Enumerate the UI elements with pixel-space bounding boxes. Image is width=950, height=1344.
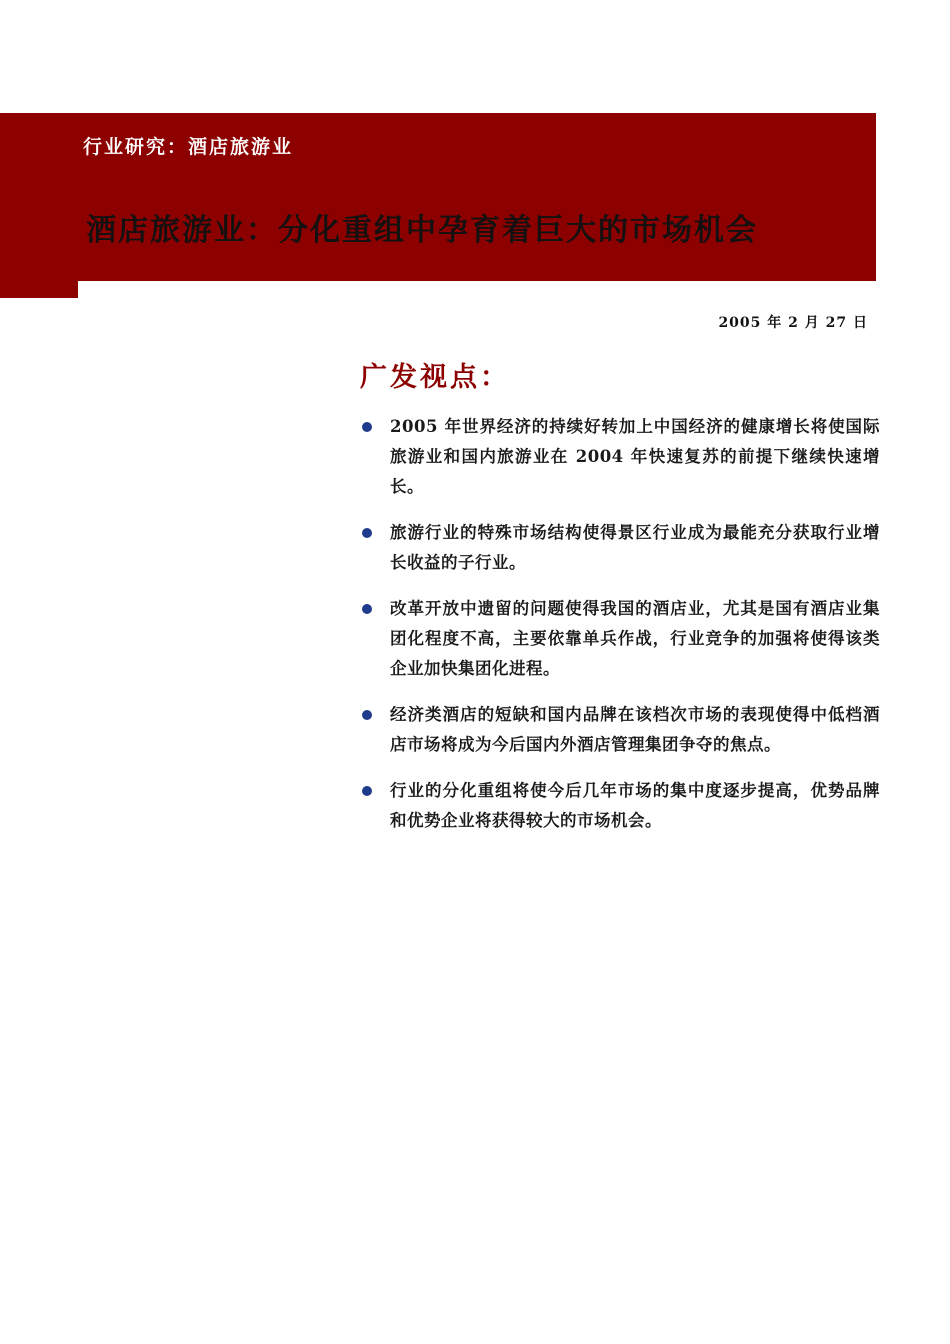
list-item bbox=[360, 594, 880, 684]
viewpoint-title: 广发视点： bbox=[360, 362, 510, 393]
bullet-icon bbox=[362, 422, 372, 432]
industry-kicker: 行业研究：酒店旅游业 bbox=[83, 136, 294, 158]
bullet-icon bbox=[362, 528, 372, 538]
viewpoint-section bbox=[360, 355, 880, 852]
list-item-text: 改革开放中遗留的问题使得我国的酒店业，尤其是国有酒店业集团化程度不高，主要依靠单兵作战，行业竞争的加强将使得该类企业加快集团化进程。 bbox=[390, 599, 880, 678]
bullet-icon bbox=[362, 710, 372, 720]
list-item-text: 行业的分化重组将使今后几年市场的集中度逐步提高，优势品牌和优势企业将获得较大的市场机会。 bbox=[390, 781, 880, 830]
list-item-text: 旅游行业的特殊市场结构使得景区行业成为最能充分获取行业增长收益的子行业。 bbox=[390, 523, 880, 572]
list-item bbox=[360, 412, 880, 502]
list-item-text: 2005 年世界经济的持续好转加上中国经济的健康增长将使国际旅游业和国内旅游业在 2004 年快速复苏的前提下继续快速增长。 bbox=[390, 417, 880, 496]
list-item-text: 经济类酒店的短缺和国内品牌在该档次市场的表现使得中低档酒店市场将成为今后国内外酒店管理集团争夺的焦点。 bbox=[390, 705, 880, 754]
list-item bbox=[360, 776, 880, 836]
viewpoint-list bbox=[360, 412, 880, 836]
bullet-icon bbox=[362, 604, 372, 614]
page-title: 酒店旅游业：分化重组中孕育着巨大的市场机会 bbox=[86, 213, 758, 248]
list-item bbox=[360, 518, 880, 578]
list-item bbox=[360, 700, 880, 760]
publish-date: 2005 年 2 月 27 日 bbox=[718, 315, 868, 331]
bullet-icon bbox=[362, 786, 372, 796]
